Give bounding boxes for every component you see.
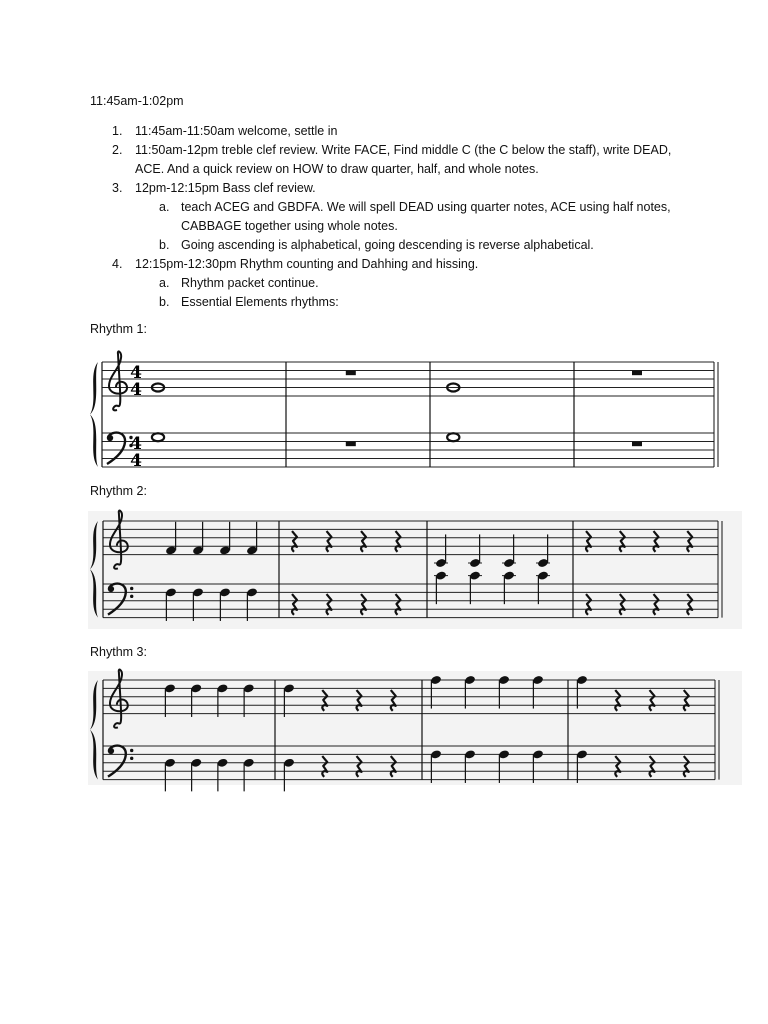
time-signature-top: 4 <box>130 434 142 454</box>
whole-rest <box>632 371 642 376</box>
time-signature <box>130 434 142 471</box>
treble-staff <box>102 362 714 396</box>
sub-list-letter: a. <box>159 276 170 290</box>
treble-clef-icon <box>109 351 127 410</box>
whole-note <box>152 433 164 441</box>
page-title: 11:45am-1:02pm <box>90 94 184 108</box>
sub-list-letter: b. <box>159 295 170 309</box>
list-item-text: 11:50am-12pm treble clef review. Write FACE, Find middle C (the C below the staff), write DEAD, ACE. And a quick review on HOW to draw quarter, half, and whole notes. <box>135 143 672 176</box>
bass-staff <box>102 433 714 467</box>
sub-list-text: Going ascending is alphabetical, going descending is reverse alphabetical. <box>181 238 594 252</box>
list-number: 3. <box>112 181 123 195</box>
sub-list-text: teach ACEG and GBDFA. We will spell DEAD using quarter notes, ACE using half notes, CABBAGE together using whole notes. <box>181 200 671 233</box>
time-signature-bottom: 4 <box>130 380 142 400</box>
rhythm-label: Rhythm 2: <box>90 484 147 498</box>
list-number: 4. <box>112 257 123 271</box>
whole-rest <box>346 371 356 376</box>
list-number: 1. <box>112 124 123 138</box>
sub-list-letter: b. <box>159 238 170 252</box>
whole-rest <box>346 442 356 447</box>
systemb-background <box>88 511 742 629</box>
brace-icon <box>90 362 98 467</box>
sub-list-text: Essential Elements rhythms: <box>181 295 339 309</box>
list-item-text: 11:45am-11:50am welcome, settle in <box>135 124 338 138</box>
sub-list-text: Rhythm packet continue. <box>181 276 319 290</box>
whole-rest <box>632 442 642 447</box>
time-signature-top: 4 <box>130 363 142 383</box>
bass-clef-icon <box>107 433 133 464</box>
whole-note <box>447 433 459 441</box>
list-number: 2. <box>112 143 123 157</box>
list-item-text: 12pm-12:15pm Bass clef review. <box>135 181 316 195</box>
rhythm-system <box>90 351 718 471</box>
time-signature <box>130 363 142 400</box>
rhythm-label: Rhythm 1: <box>90 322 147 336</box>
sub-list-letter: a. <box>159 200 170 214</box>
list-item-text: 12:15pm-12:30pm Rhythm counting and Dahhing and hissing. <box>135 257 479 271</box>
rhythm-label: Rhythm 3: <box>90 645 147 659</box>
time-signature-bottom: 4 <box>130 451 142 471</box>
